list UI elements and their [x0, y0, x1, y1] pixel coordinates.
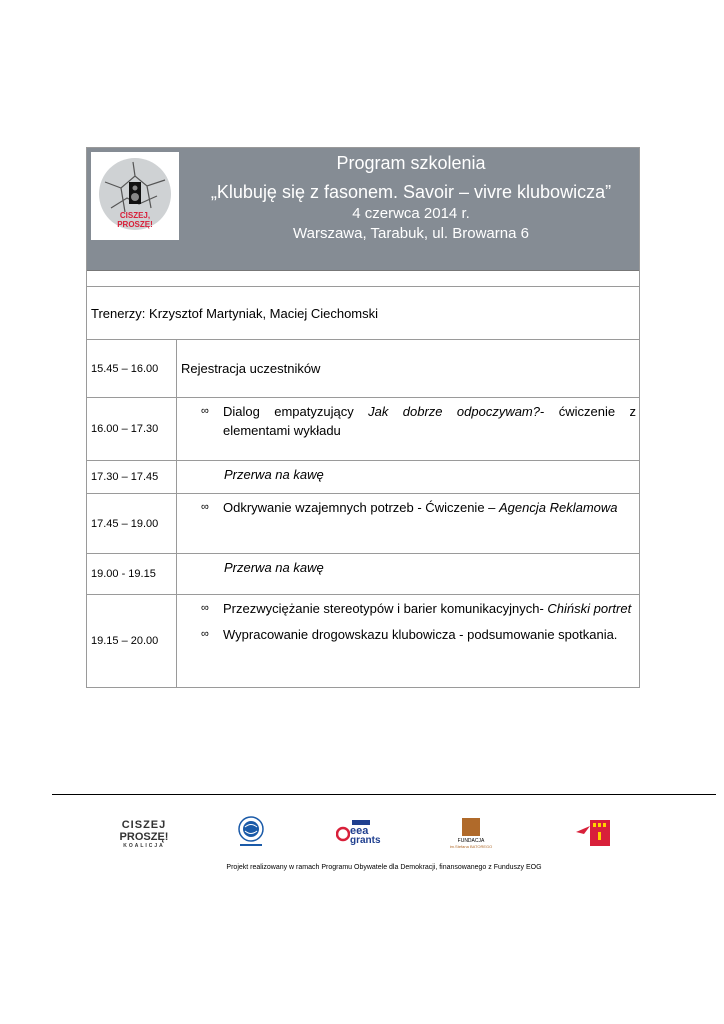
list-item: ∞ Odkrywanie wzajemnych potrzeb - Ćwiczenie – Agencja Reklamowa — [181, 498, 636, 517]
ciszej-koalicja-logo: CISZEJ PROSZĘ! KOALICJA — [119, 819, 169, 849]
list-item: ∞ Przezwyciężanie stereotypów i barier komunikacyjnych- Chiński portret — [181, 599, 636, 618]
fundacja-batorego-logo: FUNDACJA im.Stefana BATOREGO — [448, 818, 494, 849]
spacer-row — [87, 271, 639, 287]
sponsor-logos: CISZEJ PROSZĘ! KOALICJA eea grants FUNDACJA im.Stefana BATOREGO — [0, 812, 724, 858]
bullet-icon: ∞ — [201, 602, 209, 614]
training-date: 4 czerwca 2014 r. — [352, 205, 470, 222]
bullet-icon: ∞ — [201, 501, 209, 513]
schedule-row — [87, 398, 639, 461]
schedule-row — [87, 494, 639, 554]
list-item: ∞ Dialog empatyzujący Jak dobrze odpoczywam?- ćwiczenie z elementami wykładu — [181, 402, 636, 440]
row-time: 19.15 – 20.00 — [87, 595, 177, 687]
training-title: „Klubuję się z fasonem. Savoir – vivre klubowicza” — [210, 182, 612, 202]
break-label: Przerwa na kawę — [224, 467, 324, 482]
bullet-icon: ∞ — [201, 628, 209, 640]
svg-text:PROSZĘ!: PROSZĘ! — [117, 220, 153, 229]
list-item: ∞ Wypracowanie drogowskazu klubowicza - podsumowanie spotkania. — [181, 625, 636, 644]
program-title: Program szkolenia — [336, 153, 486, 173]
training-location: Warszawa, Tarabuk, ul. Browarna 6 — [293, 225, 529, 242]
municipality-logo — [574, 816, 614, 857]
program-header — [87, 148, 639, 271]
program-table — [86, 147, 640, 688]
footer-note: Projekt realizowany w ramach Programu Obywatele dla Demokracji, finansowanego z Funduszy EOG — [226, 864, 542, 871]
global-compact-logo — [236, 816, 266, 855]
bullet-icon: ∞ — [201, 405, 209, 417]
row-time: 19.00 - 19.15 — [87, 554, 177, 594]
ciszej-prosze-logo — [91, 152, 179, 240]
row-time: 16.00 – 17.30 — [87, 398, 177, 460]
svg-text:CISZEJ,: CISZEJ, — [119, 211, 151, 220]
trainers-row: Trenerzy: Krzysztof Martyniak, Maciej Ciechomski — [87, 287, 639, 340]
schedule-row — [87, 340, 639, 398]
row-time: 15.45 – 16.00 — [87, 340, 177, 397]
row-time: 17.45 – 19.00 — [87, 494, 177, 553]
schedule-row — [87, 461, 639, 494]
footer-divider — [52, 794, 716, 795]
schedule-row — [87, 554, 639, 595]
schedule-row — [87, 595, 639, 687]
row-desc: Rejestracja uczestników — [181, 361, 321, 376]
break-label: Przerwa na kawę — [224, 560, 324, 575]
row-time: 17.30 – 17.45 — [87, 461, 177, 493]
